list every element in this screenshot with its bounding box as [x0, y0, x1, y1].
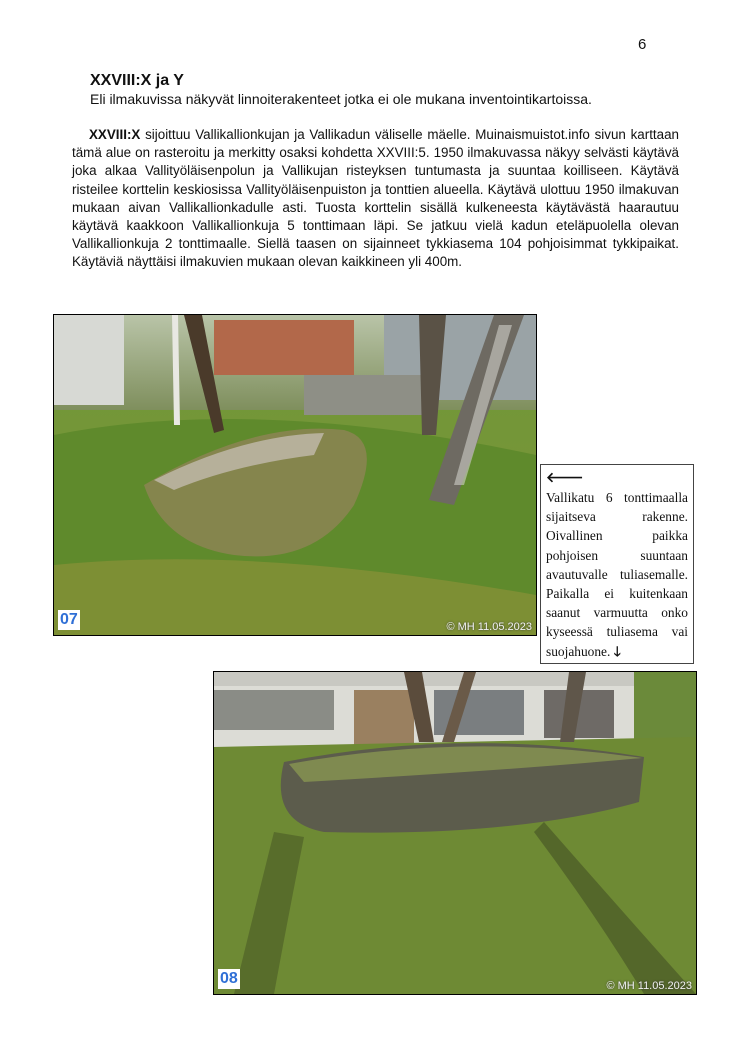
photo-08-image — [214, 672, 696, 994]
photo-07-label: 07 — [60, 611, 78, 628]
caption-text: Vallikatu 6 tonttimaalla sijaitseva rakenne. Oivallinen paikka pohjoisen suuntaan avautuvalle tuliasemalle. Paikalla ei kuitenkaan saanut varmuutta onko kyseessä tuliasema vai suojahuone. — [546, 490, 688, 659]
photo-08-label: 08 — [220, 970, 238, 987]
arrow-down-icon: 🡓 — [613, 643, 621, 659]
page-number: 6 — [638, 36, 647, 53]
section-subtitle: Eli ilmakuvissa näkyvät linnoiterakenteet jotka ei ole mukana inventointikartoissa. — [90, 91, 592, 107]
body-text: sijoittuu Vallikallionkujan ja Vallikadun väliselle mäelle. Muinaismuistot.info sivun karttaan tämä alue on rasteroitu ja merkitty osaksi kohdetta XXVIII:5. 1950 ilmakuvassa näkyy selvästi käytävä joka alkaa Vallityöläisenpolun ja Vallikujan risteyksen tuntumasta ja suuntaa koilliseen. Käytävä risteilee korttelin keskiosissa Vallityöläisenpuiston ja tonttien alueella. Käytävä ulottuu 1950 ilmakuvan mukaan aivan Vallikallionkadulle asti. Tuosta korttelin sisällä kulkeneesta käytävästä haarautuu käytävä kaakkoon Vallikallionkuja 5 tonttimaan läpi. Se jatkuu vielä kadun eteläpuolella olevan Vallikallionkuja 2 tonttimaalle. Siellä taasen on sijainneet tykkiasema 104 pohjoisimmat tykkipaikat. Käytäviä näyttäisi ilmakuvien mukaan olevan kaikkineen yli 400m. — [72, 127, 679, 270]
body-paragraph — [72, 126, 679, 272]
section-title: XXVIII:X ja Y — [90, 72, 184, 89]
body-lead: XXVIII:X — [89, 127, 141, 142]
photo-07-image — [54, 315, 536, 635]
photo-08-credit: © MH 11.05.2023 — [606, 980, 692, 992]
photo-caption-box — [540, 464, 694, 664]
photo-08 — [213, 671, 697, 995]
photo-07 — [53, 314, 537, 636]
arrow-left-icon: 🡐 — [546, 471, 584, 486]
photo-07-credit: © MH 11.05.2023 — [446, 621, 532, 633]
